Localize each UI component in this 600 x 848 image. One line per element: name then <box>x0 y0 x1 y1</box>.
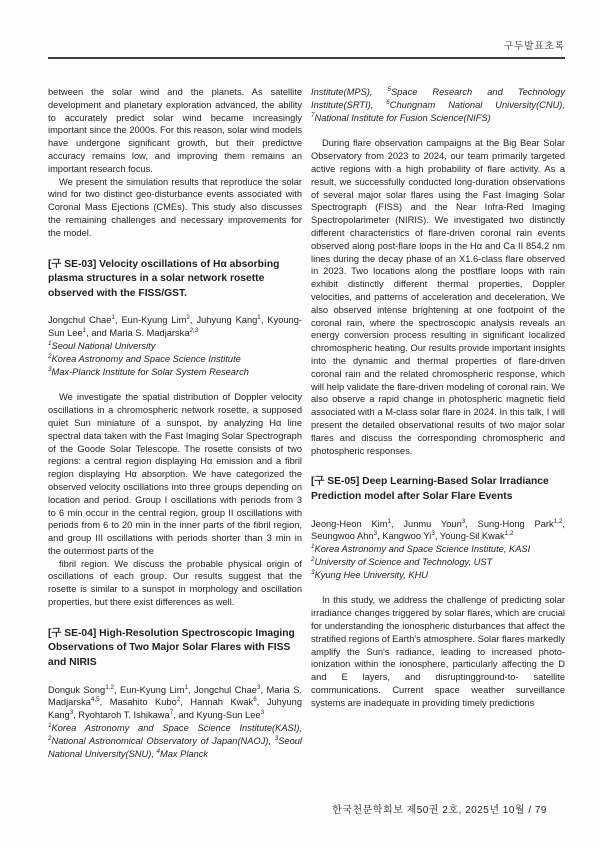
author-list: Donguk Song$^{1,2}$, Eun-Kyung Lim$^1$, Jongchul Chae$^3$, Maria S. Madjarska$^{4,5}$, Masahito Kubo$^2$, Hannah Kwak$^6$, Juhyung Kang$^3$, Ryohtaroh T. Ishikawa$^7$, and Kyung-Sun Lee$^3$ <box>48 683 302 721</box>
author-list: Jongchul Chae$^1$, Eun-Kyung Lim$^2$, Juhyung Kang$^1$, Kyoung-Sun Lee$^1$, and Maria S. Madjarska$^{2,3}$ <box>48 314 302 339</box>
affiliation-line: $^3$Max-Planck Institute for Solar System Research <box>48 365 249 377</box>
author-list: Jeong-Heon Kim$^1$, Junmu Youn$^3$, Sung-Hong Park$^{1,2}$, Seungwoo Ahn$^3$, Kangwoo Yi$^3$, Young-Sil Kwak$^{1,2}$ <box>311 517 565 542</box>
affiliation-line: $^2$Korea Astronomy and Space Science Institute <box>48 352 241 364</box>
abstract-paragraph: fibril region. We discuss the probable physical origin of oscillations of each group. Our results suggest that the rosette is similar to a sunspot in morphology and oscillation properties, but there exist differences as well. <box>48 558 302 608</box>
two-column-layout <box>48 86 565 773</box>
affiliation-list <box>48 722 302 760</box>
affiliation-line: $^2$University of Science and Technology, UST <box>311 555 493 567</box>
section-title: [구 SE-04] High-Resolution Spectroscopic Imaging Observations of Two Major Solar Flares with FISS and NIRIS <box>48 627 295 669</box>
column-right <box>311 86 565 773</box>
abstract-paragraph: We investigate the spatial distribution of Doppler velocity oscillations in a chromospheric network rosette, a supposed quiet Sun miniature of a sunspot, by analyzing Hα line spectral data taken with the Fast Imaging Solar Spectrograph of the Goode Solar Telescope. The rosette consists of two regions: a central region displaying Hα emission and a fibril region displaying Hα absorption. We have categorized the observed velocity oscillations into three groups depending on location and period. Group I oscillations with periods from 3 to 6 min occur in the central region, group II oscillations with periods from 6 to 20 min in the inner parts of the fibril region, and group III oscillations with periods shorter than 3 min in the outermost parts of the <box>48 392 302 556</box>
abstract-paragraph: We present the simulation results that reproduce the solar wind for two distinct geo-disturbance events associated with Coronal Mass Ejections (CMEs). This study also discusses the remaining challenges and necessary improvements for the model. <box>48 176 302 238</box>
page-header-label: 구두발표초록 <box>503 41 565 52</box>
affiliation-list <box>311 543 565 581</box>
section-title: [구 SE-03] Velocity oscillations of Hα absorbing plasma structures in a solar network rosette observed with the FISS/GST. <box>48 258 280 299</box>
abstract-paragraph: between the solar wind and the planets. As satellite development and planetary exploration advanced, the ability to accurately predict solar wind became increasingly important since the 2000s. For this reason, solar wind models have undergone significant growth, but their predictive accuracy remains low, and improving them remains an important research focus. <box>48 87 302 174</box>
abstract-paragraph: During flare observation campaigns at the Big Bear Solar Observatory from 2023 to 2024, our team primarily targeted active regions with a high probability of flare activity. As a result, we successfully conducted long-duration observations of several major solar flares using the Fast Imaging Solar Spectrograph (FISS) and the Near Infra-Red Imaging Spectropolarimeter (NIRIS). We investigated two distinctly different characteristics of flare-driven coronal rain events observed along post-flare loops in the Hα and Ca II 854.2 nm lines during the decay phase of an X1.6-class flare observed in 2023. Two locations along the postflare loops with rain exhibit distinctly different thermal properties, Doppler velocities, and patterns of acceleration and deceleration. We also observed intense brightening at one footpoint of the coronal rain, where the spectroscopic analysis reveals an energy conversion process resulting in significant localized chromospheric heating. Our results provide important insights into the dynamic and thermal properties of flare-driven coronal rain and the related chromospheric response, which will help validate the flare-driven modeling of coronal rain. We also observe a rapid change in photospheric magnetic field associated with a M-class solar flare in 2024. In this talk, I will present the detailed observational results of two major solar flares and discuss the corresponding chromospheric and photospheric responses. <box>311 138 565 456</box>
affiliation-line: $^1$Seoul National University <box>48 339 156 351</box>
section-title: [구 SE-05] Deep Learning-Based Solar Irradiance Prediction model after Solar Flare Events <box>311 476 549 502</box>
column-left <box>48 86 302 773</box>
page-footer-text: 한국천문학회보 제50권 2호, 2025년 10월 / 79 <box>332 805 547 816</box>
affiliation-list <box>311 86 565 124</box>
abstract-paragraph: In this study, we address the challenge of predicting solar irradiance changes triggered by solar flares, which are crucial for understanding the ionospheric disturbances that affect the stratified regions of Earth's atmosphere. Solar flares markedly amplify the Sun's radiance, leading to increased photo-ionization within the ionosphere, particularly affecting the D and E layers, and disruptingground-to- satellite communications. Current space weather surveillance systems are inadequate in providing timely predictions <box>311 595 565 708</box>
affiliation-line: $^3$Kyung Hee University, KHU <box>311 568 429 580</box>
affiliation-line: Institute(MPS), $^5$Space Research and Technology Institute(SRTI), $^6$Chungnam National University(CNU), $^7$National Institute for Fusion Science(NIFS) <box>311 85 565 123</box>
header-rule <box>48 57 565 59</box>
affiliation-list <box>48 340 302 378</box>
affiliation-line: $^1$Korea Astronomy and Space Science Institute(KASI), $^2$National Astronomical Observatory of Japan(NAOJ), $^3$Seoul National University(SNU), $^4$Max Planck <box>48 721 302 759</box>
affiliation-line: $^1$Korea Astronomy and Space Science Institute, KASI <box>311 543 531 555</box>
